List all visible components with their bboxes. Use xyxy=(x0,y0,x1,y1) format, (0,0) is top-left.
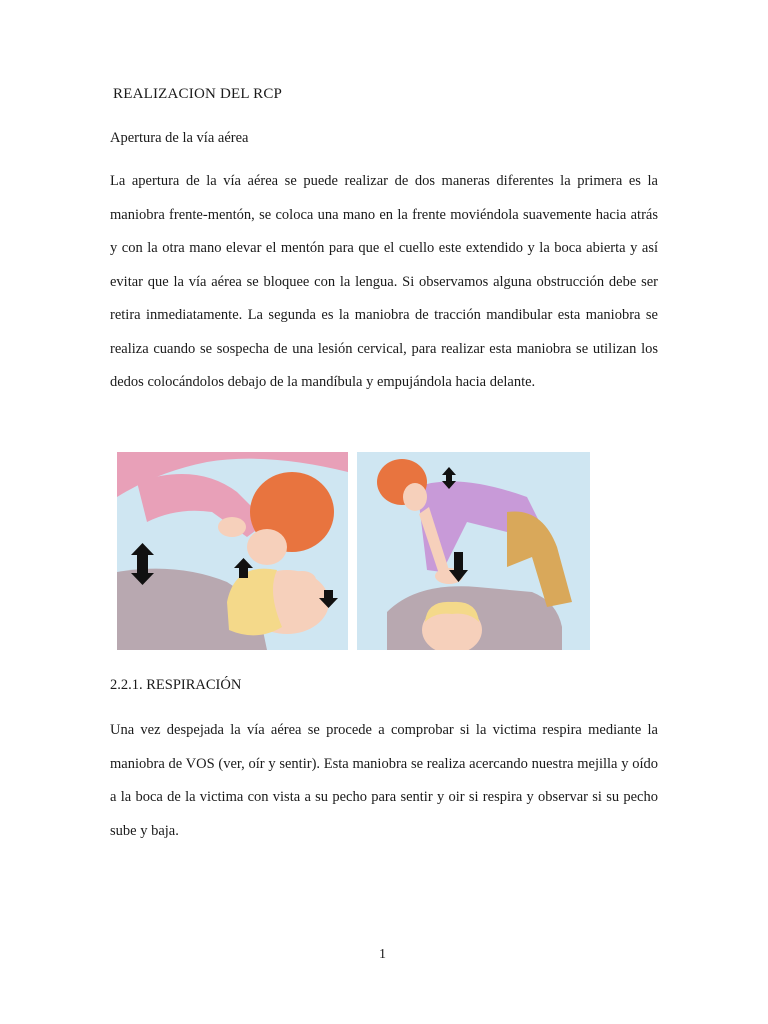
page-number: 1 xyxy=(379,947,386,962)
rescuer-face xyxy=(403,483,427,511)
section-heading-respiracion: 2.2.1. RESPIRACIÓN xyxy=(110,677,242,693)
breathing-paragraph: Una vez despejada la vía aérea se procede a comprobar si la victima respira mediante la maniobra de VOS (ver, oír y sentir). Esta maniobra se realiza acercando nuestra mejilla y oído a la boca de la victima con vista a su pecho para sentir y oir si respira y observar si su pecho sube y baja. xyxy=(110,722,658,839)
rescuer-face xyxy=(247,529,287,565)
head-tilt-chin-lift-illustration xyxy=(117,452,348,650)
airway-paragraph: La apertura de la vía aérea se puede realizar de dos maneras diferentes la primera es la maniobra frente-mentón, se coloca una mano en la frente moviéndola suavemente hacia atrás y con la otra mano elevar el mentón para que el cuello este extendido y la boca abierta y así evitar que la vía aérea se bloquee con la lengua. Si observamos alguna obstrucción debe ser retira inmediatamente. La segunda es la maniobra de tracción mandibular esta maniobra se realiza cuando se sospecha de una lesión cervical, para realizar esta maniobra se utilizan los dedos colocándolos debajo de la mandíbula y empujándola hacia delante. xyxy=(110,173,658,390)
document-title: REALIZACION DEL RCP xyxy=(113,86,283,102)
section-subtitle: Apertura de la vía aérea xyxy=(110,130,249,146)
chest-compression-illustration xyxy=(357,452,590,650)
